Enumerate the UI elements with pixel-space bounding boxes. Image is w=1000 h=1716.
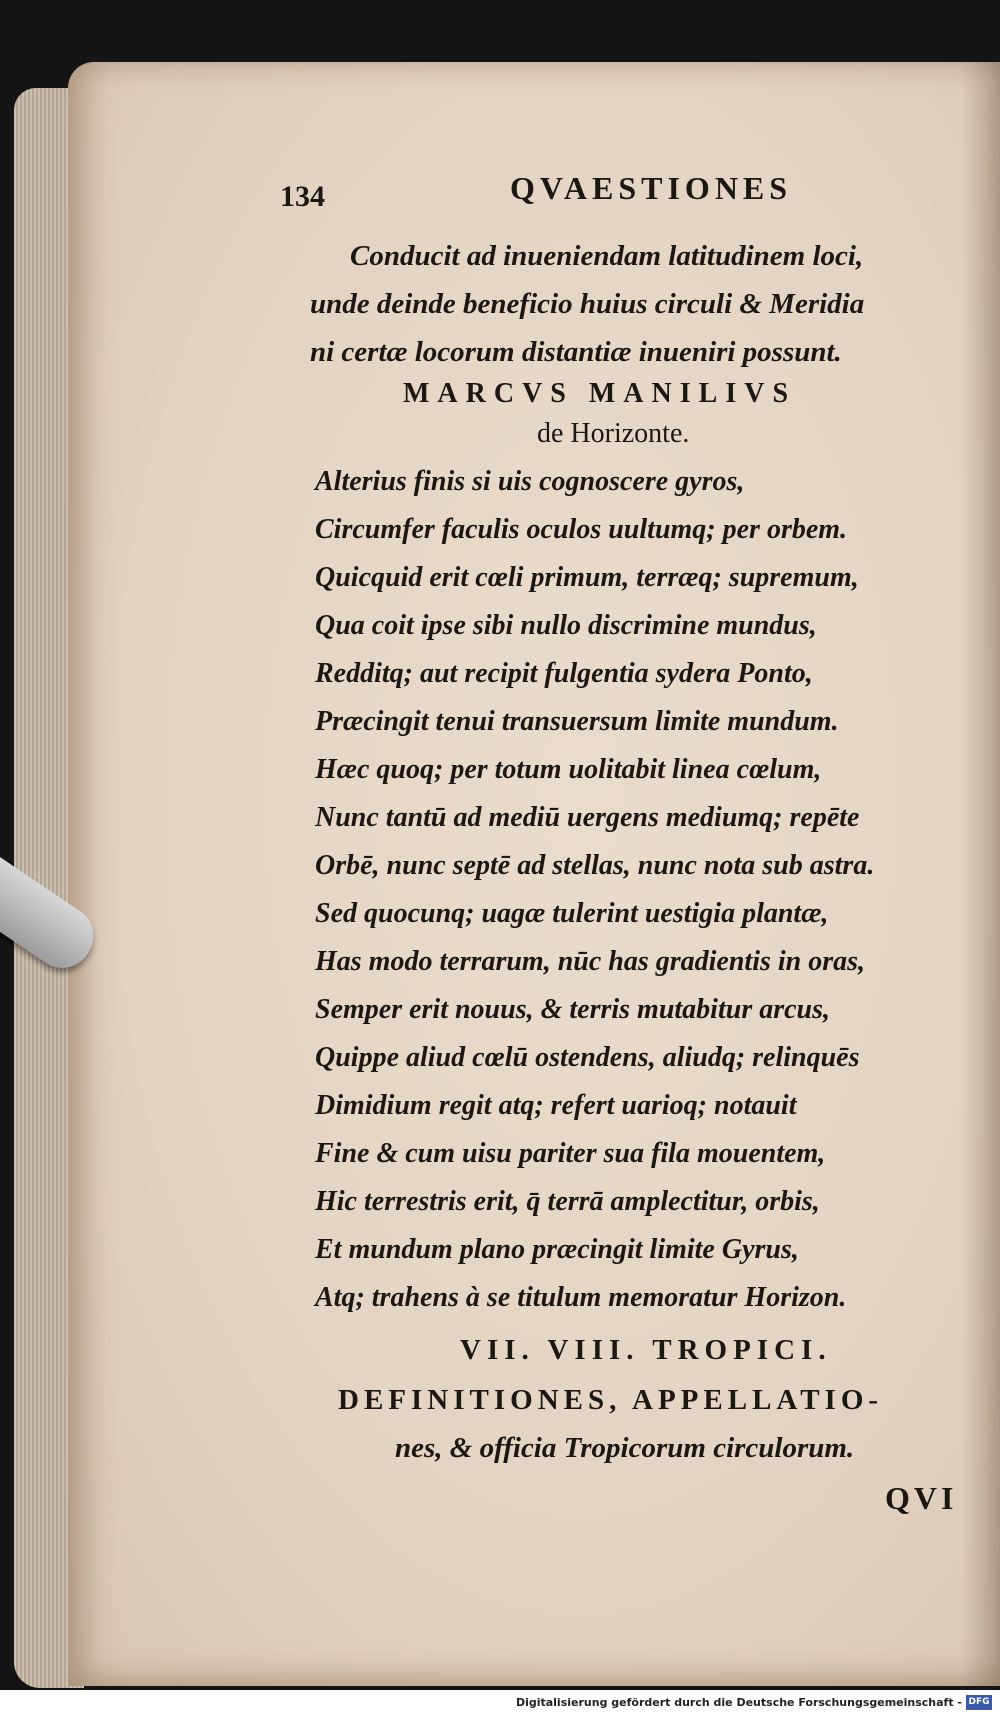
verse-line: Alterius finis si uis cognoscere gyros, <box>315 466 745 497</box>
definition-line: nes, & officia Tropicorum circulorum. <box>395 1432 855 1464</box>
catchword: QVI <box>885 1480 958 1516</box>
verse-line: Has modo terrarum, nūc has gradientis in oras, <box>315 946 866 977</box>
verse-line: Nunc tantū ad mediū uergens mediumq; repēte <box>315 802 860 833</box>
verse-line: Quicquid erit cœli primum, terræq; supremum, <box>315 562 859 593</box>
intro-line: ni certæ locorum distantiæ inueniri possunt. <box>310 336 842 368</box>
section-author: MARCVS MANILIVS <box>403 378 797 409</box>
verse-line: Fine & cum uisu pariter sua fila mouentem, <box>315 1138 826 1169</box>
running-title: QVAESTIONES <box>510 170 793 206</box>
verse-line: Circumfer faculis oculos uultumq; per orbem. <box>315 514 848 545</box>
verse-line: Præcingit tenui transuersum limite mundum. <box>315 706 839 737</box>
verse-line: Quippe aliud cœlū ostendens, aliudq; relinquēs <box>315 1042 860 1073</box>
verse-line: Orbē, nunc septē ad stellas, nunc nota sub astra. <box>315 850 875 881</box>
verse-line: Atq; trahens à se titulum memoratur Horizon. <box>315 1282 847 1313</box>
dfg-logo: DFG <box>966 1695 992 1710</box>
verse-line: Hic terrestris erit, q̄ terrā amplectitur, orbis, <box>315 1186 820 1217</box>
verse-line: Dimidium regit atq; refert uarioq; notauit <box>315 1090 797 1121</box>
verse-line: Et mundum plano præcingit limite Gyrus, <box>315 1234 799 1265</box>
verse-line: Sed quocunq; uagæ tulerint uestigia plantæ, <box>315 898 829 929</box>
chapter-heading: VII. VIII. TROPICI. <box>460 1334 832 1366</box>
intro-line: unde deinde beneficio huius circuli & Meridia <box>310 288 865 320</box>
verse-line: Redditq; aut recipit fulgentia sydera Ponto, <box>315 658 813 689</box>
intro-line: Conducit ad inueniendam latitudinem loci, <box>350 240 864 272</box>
page-number: 134 <box>280 180 325 213</box>
footer-credit: Digitalisierung gefördert durch die Deutsche Forschungsgemeinschaft - <box>515 1696 962 1709</box>
verse-line: Hæc quoq; per totum uolitabit linea cœlum, <box>315 754 822 785</box>
verse-line: Qua coit ipse sibi nullo discrimine mundus, <box>315 610 817 641</box>
section-subtitle: de Horizonte. <box>537 418 690 449</box>
definition-line: DEFINITIONES, APPELLATIO- <box>338 1384 884 1416</box>
gutter-shadow <box>960 62 1000 1686</box>
verse-line: Semper erit nouus, & terris mutabitur arcus, <box>315 994 831 1025</box>
